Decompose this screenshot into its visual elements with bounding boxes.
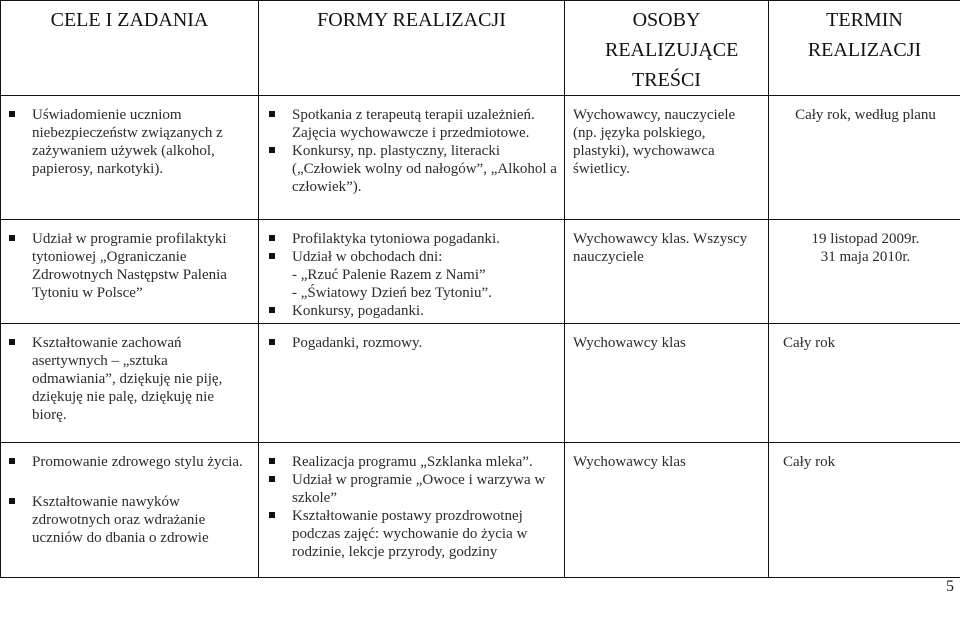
table-row xyxy=(1,443,960,578)
form-item: Konkursy, pogadanki. xyxy=(267,302,558,320)
table-row xyxy=(1,220,960,324)
goal-item: Kształtowanie zachowań asertywnych – „sztuka odmawiania”, dziękuję nie piję, dziękuję nie palę, dziękuję nie biorę. xyxy=(7,334,250,424)
term-cell: Cały rok, według planu xyxy=(769,96,960,220)
persons-cell: Wychowawcy klas. Wszyscy nauczyciele xyxy=(565,220,769,324)
goals-cell xyxy=(1,220,259,324)
header-term: TERMIN REALIZACJI xyxy=(769,1,960,96)
term-cell: Cały rok xyxy=(769,443,960,578)
term-date: 19 listopad 2009r. xyxy=(811,231,920,247)
form-item: Profilaktyka tytoniowa pogadanki. xyxy=(267,230,558,248)
persons-cell: Wychowawcy klas xyxy=(565,443,769,578)
goals-cell xyxy=(1,443,259,578)
page-number: 5 xyxy=(946,578,954,595)
forms-cell xyxy=(259,324,565,443)
forms-cell xyxy=(259,443,565,578)
form-item: Kształtowanie postawy prozdrowotnej podczas zajęć: wychowanie do życia w rodzinie, lekcje przyrody, godziny xyxy=(267,507,558,561)
term-cell: Cały rok xyxy=(769,324,960,443)
header-goals: CELE I ZADANIA xyxy=(1,1,259,96)
term-date: 31 maja 2010r. xyxy=(820,249,911,265)
forms-cell xyxy=(259,220,565,324)
form-item: Udział w obchodach dni: xyxy=(267,248,558,266)
header-forms: FORMY REALIZACJI xyxy=(259,1,565,96)
goal-item: Promowanie zdrowego stylu życia. xyxy=(7,453,250,471)
form-subitem: - „Światowy Dzień bez Tytoniu”. xyxy=(292,285,492,301)
form-item: Realizacja programu „Szklanka mleka”. xyxy=(267,453,558,471)
goals-cell xyxy=(1,324,259,443)
form-item: Spotkania z terapeutą terapii uzależnień. Zajęcia wychowawcze i przedmiotowe. xyxy=(267,106,558,142)
form-item: Konkursy, np. plastyczny, literacki („Człowiek wolny od nałogów”, „Alkohol a człowiek”). xyxy=(267,142,558,196)
form-item: Udział w programie „Owoce i warzywa w szkole” xyxy=(267,471,558,507)
table-header-row xyxy=(1,1,960,96)
goals-cell xyxy=(1,96,259,220)
form-subitem: - „Rzuć Palenie Razem z Nami” xyxy=(292,267,486,283)
forms-cell xyxy=(259,96,565,220)
persons-cell: Wychowawcy klas xyxy=(565,324,769,443)
persons-cell: Wychowawcy, nauczyciele (np. języka polskiego, plastyki), wychowawca świetlicy. xyxy=(565,96,769,220)
header-persons: OSOBY REALIZUJĄCE TREŚCI xyxy=(565,1,769,96)
term-cell xyxy=(769,220,960,324)
goal-item: Uświadomienie uczniom niebezpieczeństw związanych z zażywaniem używek (alkohol, papierosy, narkotyki). xyxy=(7,106,250,178)
goal-item: Kształtowanie nawyków zdrowotnych oraz wdrażanie uczniów do dbania o zdrowie xyxy=(7,493,250,547)
table-row xyxy=(1,96,960,220)
form-item: Pogadanki, rozmowy. xyxy=(267,334,558,352)
table-row xyxy=(1,324,960,443)
goal-item: Udział w programie profilaktyki tytoniowej „Ograniczanie Zdrowotnych Następstw Palenia Tytoniu w Polsce” xyxy=(7,230,250,302)
